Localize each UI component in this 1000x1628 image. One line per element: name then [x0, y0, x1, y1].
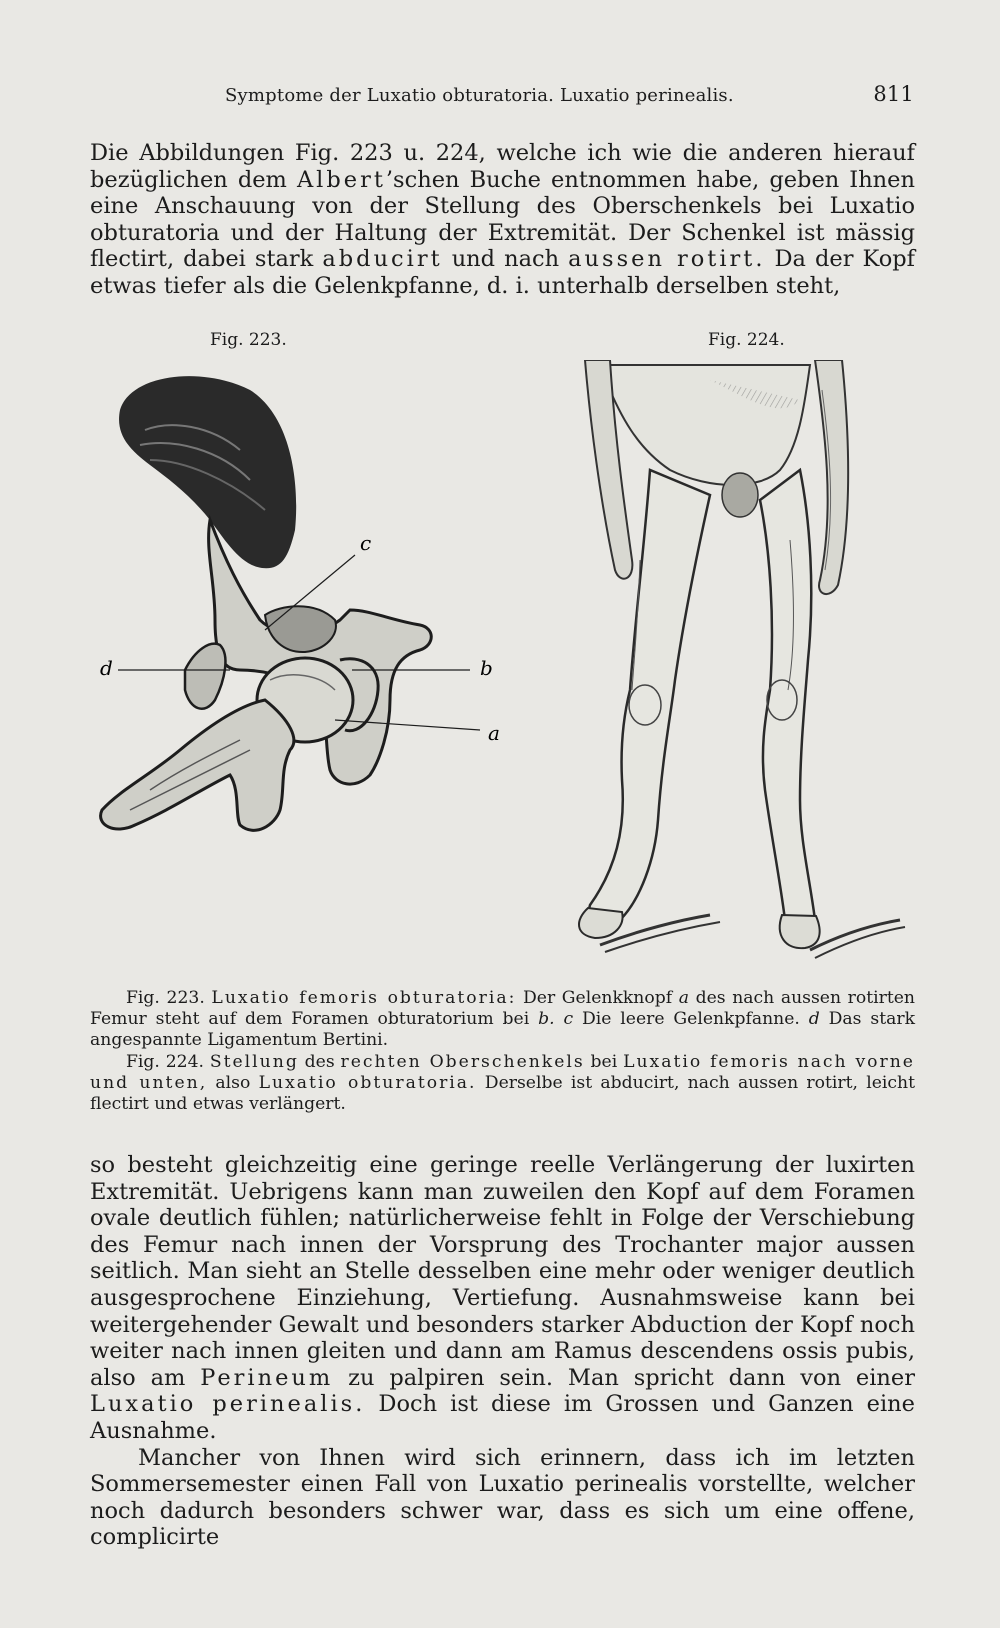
caption-letter-b: b. [538, 1008, 555, 1029]
label-b: b [480, 656, 493, 680]
caption-figure-224 [90, 1052, 915, 1114]
text-run: zu palpiren sein. Man spricht dann von einer [333, 1364, 915, 1391]
text-run: Da der Kopf etwas tiefer als die Gelenkpfanne, d. i. unterhalb derselben steht, [90, 246, 915, 299]
text-run: ’schen Buche entnommen habe, geben Ihnen eine Anschauung von der Stellung des Oberschenkels bei Luxatio obturatoria und der Haltung der Extremität. Der Schenkel ist mässig flectirt, dabei stark [90, 166, 915, 273]
caption-figure-223 [90, 988, 915, 1050]
caption-spaced-term: rechten Oberschenkels [340, 1052, 585, 1072]
right-foot [780, 915, 820, 948]
caption-spaced-term: Luxatio femoris obturatoria: [211, 988, 517, 1008]
text-run: also [207, 1072, 259, 1093]
text-run: Das stark angespannte Ligamentum Bertini. [90, 1008, 915, 1050]
caption-letter-a: a [678, 988, 689, 1008]
text-run: so besteht gleichzeitig eine geringe reelle Verlängerung der luxirten Extremität. Uebrigens kann man zuweilen den Kopf auf dem Foramen ovale deutlich fühlen; natürlicherweise fehlt in Folge der Verschiebung des Femur nach innen der Vorsprung des Trochanter major aussen seitlich. Man sieht an Stelle desselben eine mehr oder weniger deutlich ausgesprochene Einziehung, Vertiefung. Ausnahmsweise kann bei weitergehender Gewalt und besonders starker Abduction der Kopf noch weiter nach innen gleiten und dann am Ramus descendens ossis pubis, also am [90, 1152, 915, 1391]
ischium [185, 644, 225, 709]
text-run: Der Gelenkknopf [516, 988, 679, 1008]
emphasis-perineum: Perineum [200, 1364, 334, 1391]
right-leg [760, 470, 815, 931]
paragraph-body [90, 1152, 915, 1551]
right-arm [815, 360, 848, 594]
genitals [722, 473, 758, 517]
left-foot [579, 908, 623, 938]
text-run: Die leere Gelenkpfanne. [573, 1008, 809, 1029]
text-run: und nach [442, 246, 569, 273]
femur-shaft [101, 700, 294, 830]
label-a: a [488, 721, 500, 745]
text-run: Doch ist diese im Grossen und Ganzen eine Ausnahme. [90, 1391, 915, 1444]
text-run: des [298, 1052, 341, 1072]
label-c: c [360, 531, 372, 555]
abdomen [600, 365, 810, 485]
page-number: 811 [873, 82, 914, 106]
caption-spaced-term: Luxatio femoris nach vorne und unten, [90, 1052, 915, 1093]
paragraph-intro [90, 140, 915, 300]
emphasis-abducirt: abducirt [322, 246, 443, 273]
text-run: Die Abbildungen Fig. 223 u. 224, welche ich wie die anderen hierauf bezüglichen dem [90, 140, 915, 193]
emphasis-luxatio-perinealis: Luxatio perinealis. [90, 1391, 366, 1418]
left-leg [589, 470, 710, 924]
caption-letter-d: d [808, 1008, 820, 1029]
running-title: Symptome der Luxatio obturatoria. Luxatio perinealis. [225, 85, 734, 106]
text-run: Mancher von Ihnen wird sich erinnern, dass ich im letzten Sommersemester einen Fall von Luxatio perinealis vorstellte, welcher noch dadurch besonders schwer war, dass es sich um eine offene, complicirte [90, 1444, 915, 1551]
caption-letter-c: c [563, 1008, 574, 1029]
text-run: Derselbe ist abducirt, nach aussen rotirt, leicht flectirt und etwas verlängert. [90, 1072, 916, 1114]
running-head [225, 82, 920, 112]
label-d: d [100, 656, 113, 680]
figure-224-legs-illustration [560, 360, 920, 980]
text-run: des nach aussen rotirten Femur steht auf dem Foramen obturatorium bei [90, 988, 915, 1029]
figure-223-pelvis-illustration [90, 370, 550, 850]
figure-224-label: Fig. 224. [708, 330, 785, 350]
text-run: bei [584, 1052, 624, 1072]
ground-shadow-right [810, 920, 900, 950]
emphasis-aussen-rotirt: aussen rotirt. [568, 246, 766, 273]
caption-spaced-term: Stellung [209, 1052, 299, 1072]
caption-spaced-term: Luxatio obturatoria. [258, 1072, 477, 1093]
caption-lead: Fig. 224. [126, 1052, 210, 1072]
author-name: Albert [296, 166, 386, 193]
caption-lead: Fig. 223. [126, 988, 212, 1008]
figure-223-label: Fig. 223. [210, 330, 287, 350]
